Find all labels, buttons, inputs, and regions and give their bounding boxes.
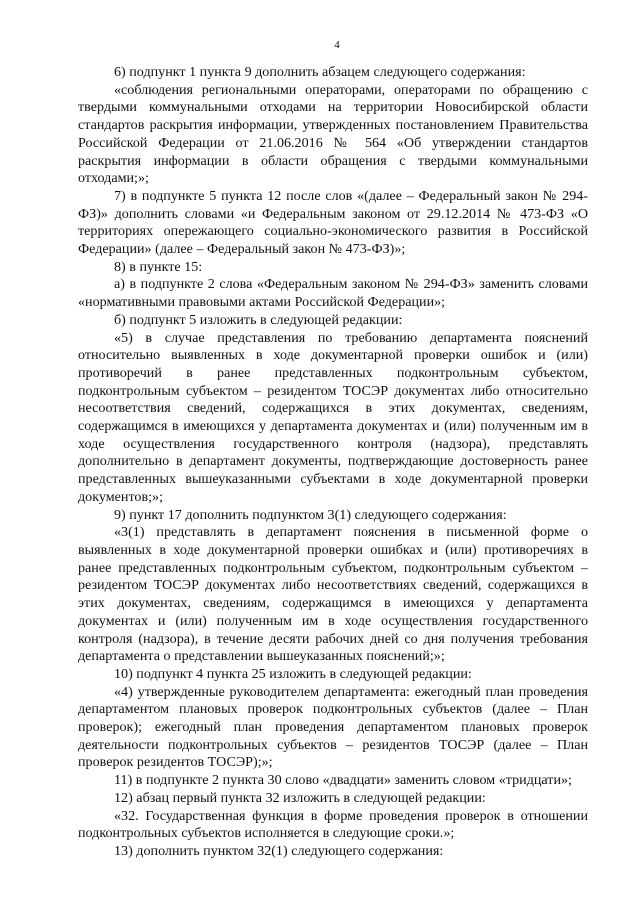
paragraph-8: 9) пункт 17 дополнить подпунктом 3(1) следующего содержания: (114, 506, 507, 523)
paragraph-11: «4) утвержденные руководителем департамента: ежегодный план проведения департаментом плановых проверок подконтрольных субъектов (далее – План проверок); ежегодный план проведения департаментом плановых проверок деятельности подконтрольных субъектов – резидентов ТОСЭР (далее – План проверок резидентов ТОСЭР);»; (78, 683, 588, 771)
paragraph-13: 12) абзац первый пункта 32 изложить в следующей редакции: (114, 789, 486, 806)
paragraph-12: 11) в подпункте 2 пункта 30 слово «двадцати» заменить словом «тридцати»; (114, 772, 572, 789)
paragraph-15: 13) дополнить пунктом 32(1) следующего содержания: (114, 842, 444, 859)
paragraph-5: а) в подпункте 2 слова «Федеральным законом № 294-ФЗ» заменить словами «нормативными правовыми актами Российской Федерации»; (78, 276, 588, 311)
paragraph-1: 6) подпункт 1 пункта 9 дополнить абзацем следующего содержания: (114, 64, 526, 80)
document-body (78, 64, 588, 861)
page-number: 4 (334, 39, 340, 51)
paragraph-6: б) подпункт 5 изложить в следующей редакции: (114, 311, 403, 328)
paragraph-2: «соблюдения региональными операторами, операторами по обращению с твердыми коммунальными отходами на территории Новосибирской области стандартов раскрытия информации, утвержденных постановлением Правительства Российской Федерации от 21.06.2016 № 564 «Об утверждении стандартов раскрытия информации в области обращения с твердыми коммунальными отходами;»; (78, 81, 588, 187)
paragraph-7: «5) в случае представления по требованию департамента пояснений относительно выявленных в ходе документарной проверки ошибок и (или) противоречий в ранее представленных подконтрольным субъектом, подконтрольным субъектом – резидентом ТОСЭР документах либо относительно несоответствия сведений, содержащихся в этих документах, сведениям, содержащимся в имеющихся у департамента документах и (или) полученным им в ходе осуществления государственного контроля (надзора), представлять дополнительно в департамент документы, подтверждающие достоверность ранее представленных вышеуказанными субъектами в ходе документарной проверки документов;»; (78, 329, 588, 505)
paragraph-4: 8) в пункте 15: (114, 258, 203, 275)
paragraph-10: 10) подпункт 4 пункта 25 изложить в следующей редакции: (114, 665, 472, 682)
paragraph-9: «3(1) представлять в департамент пояснения в письменной форме о выявленных в ходе документарной проверки ошибках и (или) противоречиях в ранее представленных подконтрольным субъектом, подконтрольным субъектом – резидентом ТОСЭР документах либо несоответствиях сведений, содержащихся в этих документах, сведениям, содержащимся в имеющихся у департамента документах и (или) полученным им в ходе осуществления государственного контроля (надзора), в течение десяти рабочих дней со дня получения требования департамента о представлении вышеуказанных пояснений;»; (78, 524, 588, 665)
paragraph-14: «32. Государственная функция в форме проведения проверок в отношении подконтрольных субъектов исполняется в следующие сроки.»; (78, 807, 588, 842)
paragraph-3: 7) в подпункте 5 пункта 12 после слов «(далее – Федеральный закон № 294-ФЗ)» дополнить словами «и Федеральным законом от 29.12.2014 № 473-ФЗ «О территориях опережающего социально-экономического развития в Российской Федерации» (далее – Федеральный закон № 473-ФЗ)»; (78, 187, 588, 258)
